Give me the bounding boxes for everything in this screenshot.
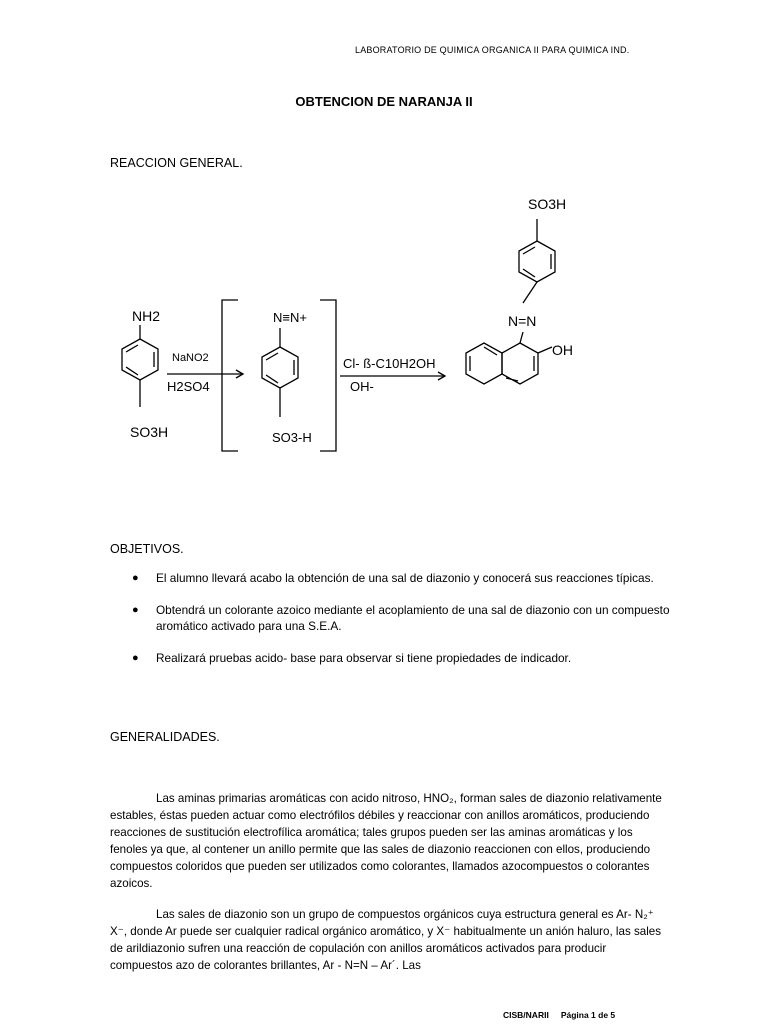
product-sulfonic-label: SO3H: [528, 196, 567, 212]
reagent-nano2: NaNO2: [172, 352, 209, 364]
reactant-sulfonic-label: SO3H: [130, 424, 169, 440]
bullet-icon: ●: [132, 572, 139, 584]
page-number: Página 1 de 5: [560, 1010, 616, 1020]
running-header: LABORATORIO DE QUIMICA ORGANICA II PARA QUIMICA IND.: [355, 45, 630, 55]
section-heading-reaction: REACCION GENERAL.: [110, 156, 243, 170]
document-code: CISB/NARII: [503, 1010, 549, 1020]
list-item: ● Obtendrá un colorante azoico mediante el acoplamiento de una sal de diazonio con un compuesto aromático activado para una S.E.A.: [132, 603, 670, 633]
list-item: ● El alumno llevará acabo la obtención de una sal de diazonio y conocerá sus reacciones típicas.: [132, 571, 654, 585]
objectives-list: [130, 570, 670, 682]
reagent-hydroxide: OH-: [350, 379, 374, 394]
azo-group-label: N=N: [508, 313, 537, 329]
hydroxyl-label: OH: [552, 342, 573, 358]
page-title: OBTENCION DE NARANJA II: [295, 94, 473, 109]
bracket-left: [222, 300, 238, 451]
section-heading-generalities: GENERALIDADES.: [110, 730, 220, 744]
diazonium-label: N≡N+: [273, 310, 307, 325]
diazo-sulfonate-label: SO3-H: [272, 430, 312, 445]
reagent-naphthol: Cl- ß-C10H2OH: [343, 356, 436, 371]
bullet-icon: ●: [132, 652, 139, 664]
aniline-ring: [122, 339, 158, 380]
page-footer: [503, 1010, 627, 1020]
sulfophenyl-ring: [519, 241, 555, 282]
paragraph-2: Las sales de diazonio son un grupo de compuestos orgánicos cuya estructura general es Ar- N₂⁺ X⁻, donde Ar puede ser cualquier radical orgánico aromático, y X⁻ habitualmente un anión haluro, las sales de arildiazonio sufren una reacción de copulación con anillos aromáticos activados para producir compuestos azo de colorantes brillantes, Ar - N=N – Ar´. Las: [110, 908, 662, 972]
section-heading-objectives: OBJETIVOS.: [110, 542, 184, 556]
reactant-amine-label: NH2: [132, 308, 161, 324]
reagent-h2so4: H2SO4: [167, 379, 210, 394]
paragraph-1: Las aminas primarias aromáticas con acido nitroso, HNO₂, forman sales de diazonio relativamente estables, éstas pueden actuar como electrófilos débiles y reaccionar con anillos aromáticos, produciendo reacciones de sustitución electrofílica aromática; tales grupos pueden ser las aminas aromáticas y los fenoles ya que, al contener un anillo permite que las sales de diazonio reaccionen con ellos, produciendo compuestos coloridos que pueden ser utilizados como colorantes, llamados azocompuestos o colorantes azoicos.: [110, 792, 662, 890]
diazonium-ring: [262, 347, 298, 388]
bracket-right: [320, 300, 336, 451]
reaction-scheme: [100, 185, 620, 470]
bullet-icon: ●: [132, 604, 139, 616]
naphthalene-ring-left: [466, 343, 502, 384]
list-item: ● Realizará pruebas acido- base para observar si tiene propiedades de indicador.: [132, 651, 572, 665]
